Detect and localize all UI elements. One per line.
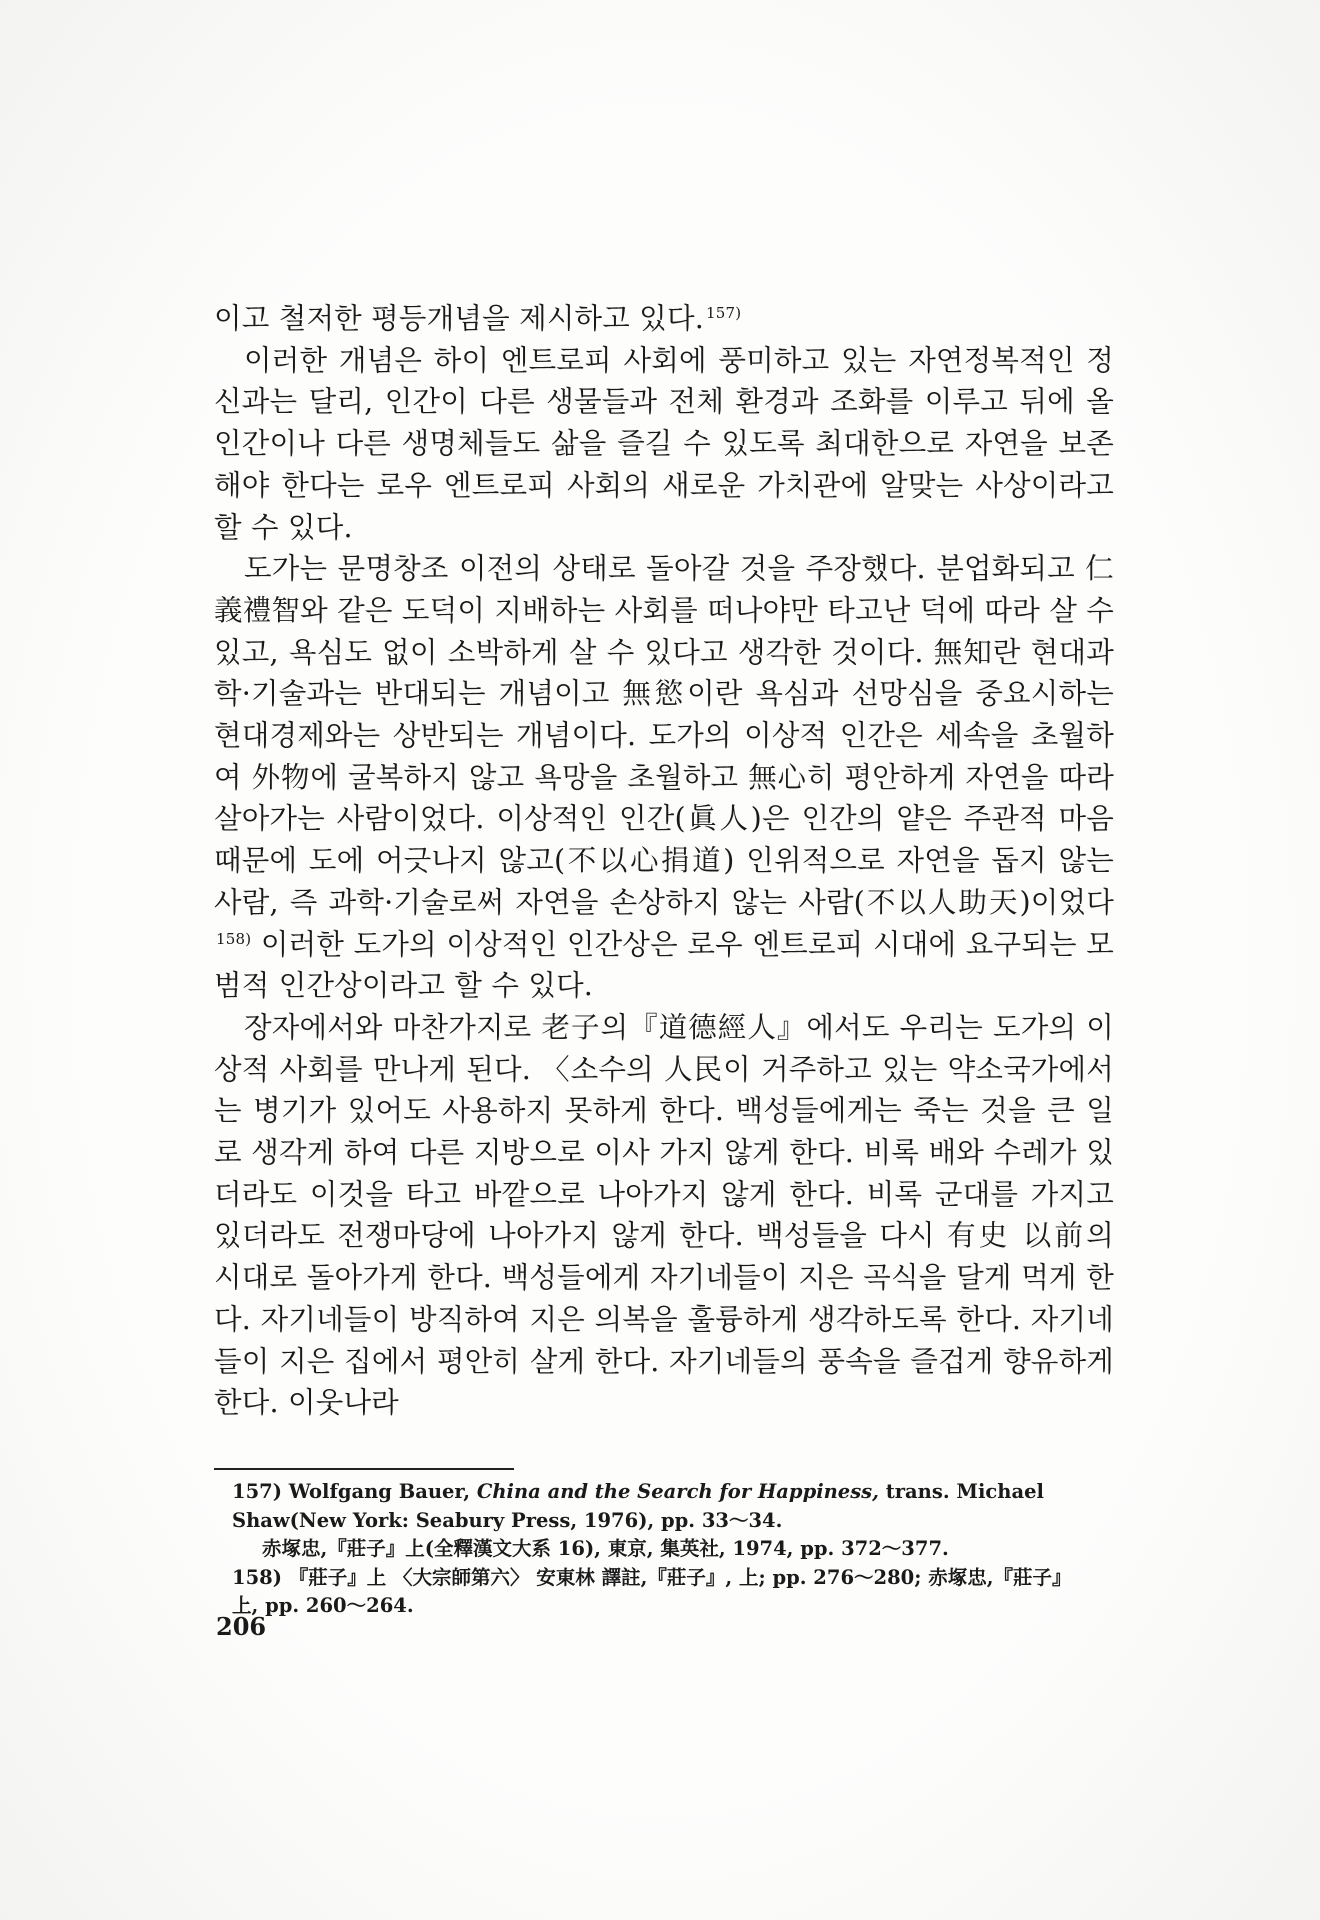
footnote-ref-158: 158) bbox=[216, 929, 252, 948]
paragraph-1 bbox=[214, 298, 1114, 340]
main-text bbox=[214, 298, 1114, 1424]
paragraph-2: 이러한 개념은 하이 엔트로피 사회에 풍미하고 있는 자연정복적인 정신과는 달리, 인간이 다른 생물들과 전체 환경과 조화를 이루고 뒤에 올 인간이나 다른 생명체들도 삶을 즐길 수 있도록 최대한으로 자연을 보존해야 한다는 로우 엔트로피 사회의 새로운 가치관에 알맞는 사상이라고 할 수 있다. bbox=[214, 343, 1114, 544]
footnotes bbox=[232, 1478, 1096, 1621]
footnote-157-second: 赤塚忠,『莊子』上(全釋漢文大系 16), 東京, 集英社, 1974, pp. 372～377. bbox=[262, 1537, 949, 1560]
paragraph-4: 장자에서와 마찬가지로 老子의『道德經人』에서도 우리는 도가의 이상적 사회를 만나게 된다. 〈소수의 人民이 거주하고 있는 약소국가에서는 병기가 있어도 사용하지 못하게 한다. 백성들에게는 죽는 것을 큰 일로 생각게 하여 다른 지방으로 이사 가지 않게 한다. 비록 배와 수레가 있더라도 이것을 타고 바깥으로 나아가지 않게 한다. 비록 군대를 가지고 있더라도 전쟁마당에 나아가지 않게 한다. 백성들을 다시 有史 以前의 시대로 돌아가게 한다. 백성들에게 자기네들이 지은 곡식을 달게 먹게 한다. 자기네들이 방직하여 지은 의복을 훌륭하게 생각하도록 한다. 자기네들이 지은 집에서 평안히 살게 한다. 자기네들의 풍속을 즐겁게 향유하게 한다. 이웃나라 bbox=[214, 1010, 1114, 1420]
paragraph-3-text-b: 이러한 도가의 이상적인 인간상은 로우 엔트로피 시대에 요구되는 모범적 인간상이라고 할 수 있다. bbox=[214, 927, 1114, 1003]
footnote-ref-157: 157) bbox=[706, 304, 742, 322]
footnote-158-text: 『莊子』上 〈大宗師第六〉 安東林 譯註,『莊子』, 上; pp. 276～280; 赤塚忠,『莊子』上, pp. 260～264. bbox=[232, 1565, 1072, 1617]
paragraph-3-text-a: 도가는 문명창조 이전의 상태로 돌아갈 것을 주장했다. 분업화되고 仁義禮智와 같은 도덕이 지배하는 사회를 떠나야만 타고난 덕에 따라 살 수 있고, 욕심도 없이 소박하게 살 수 있다고 생각한 것이다. 無知란 현대과학·기술과는 반대되는 개념이고 無慾이란 욕심과 선망심을 중요시하는 현대경제와는 상반되는 개념이다. 도가의 이상적 인간은 세속을 초월하여 外物에 굴복하지 않고 욕망을 초월하고 無心히 평안하게 자연을 따라 살아가는 사람이었다. 이상적인 인간(眞人)은 인간의 얕은 주관적 마음 때문에 도에 어긋나지 않고(不以心捐道) 인위적으로 자연을 돕지 않는 사람, 즉 과학·기술로써 자연을 손상하지 않는 사람(不以人助天)이었다 bbox=[214, 552, 1114, 919]
footnote-157-rest: trans. Michael Shaw(New York: Seabury Press, 1976), pp. 33～34. bbox=[232, 1480, 1044, 1532]
footnote-157-author: Wolfgang Bauer, bbox=[288, 1480, 471, 1503]
footnote-158-number: 158) bbox=[232, 1565, 282, 1589]
footnote-157-title: China and the Search for Happiness, bbox=[476, 1480, 879, 1503]
footnote-divider bbox=[214, 1468, 514, 1470]
footnote-157-number: 157) bbox=[232, 1480, 282, 1503]
footnote-158 bbox=[232, 1564, 1096, 1621]
footnote-157 bbox=[232, 1478, 1096, 1535]
paragraph-1-text: 이고 철저한 평등개념을 제시하고 있다. bbox=[214, 302, 704, 335]
page-number: 206 bbox=[216, 1612, 267, 1641]
paragraph-3 bbox=[214, 548, 1114, 1007]
